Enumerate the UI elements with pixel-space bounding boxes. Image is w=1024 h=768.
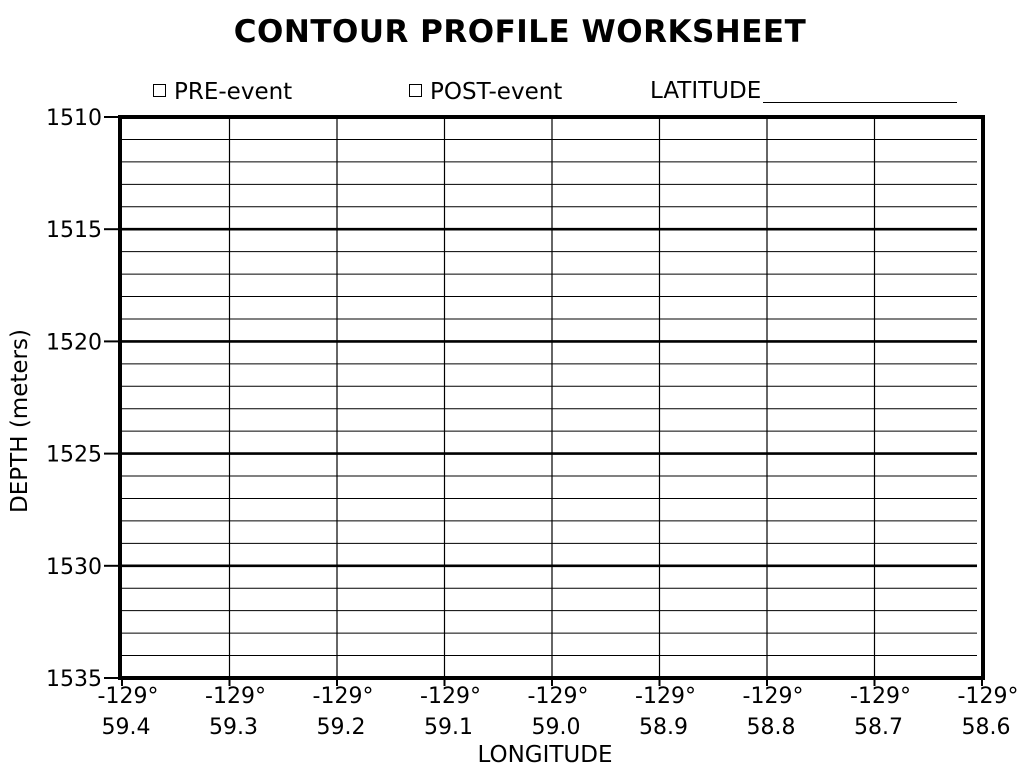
x-tick-label-degrees: -129° xyxy=(850,684,911,709)
x-tick-label-minutes: 58.6 xyxy=(961,715,1011,740)
x-tick-label-degrees: -129° xyxy=(312,684,374,709)
latitude-label: LATITUDE xyxy=(650,78,762,104)
x-tick-label-minutes: 58.7 xyxy=(854,715,903,740)
y-tick-label: 1535 xyxy=(46,667,102,692)
x-axis-title: LONGITUDE xyxy=(477,742,613,768)
x-tick-label-degrees: -129° xyxy=(205,684,266,709)
y-tick-label: 1525 xyxy=(46,442,102,468)
x-tick-label-minutes: 59.4 xyxy=(101,715,151,740)
x-tick-label-degrees: -129° xyxy=(635,684,696,709)
x-tick-label-degrees: -129° xyxy=(957,684,1019,709)
x-tick-label-degrees: -129° xyxy=(742,684,804,709)
y-axis-ticks xyxy=(46,106,120,692)
y-tick-label: 1515 xyxy=(46,218,102,244)
y-tick-label: 1530 xyxy=(46,554,102,580)
x-tick-label-degrees: -129° xyxy=(420,684,481,709)
vertical-grid xyxy=(230,117,875,678)
x-tick-label-minutes: 58.8 xyxy=(746,715,796,740)
x-tick-label-minutes: 59.0 xyxy=(531,715,581,740)
y-tick-label: 1520 xyxy=(46,330,102,356)
worksheet-title: CONTOUR PROFILE WORKSHEET xyxy=(233,14,807,50)
x-tick-label-degrees: -129° xyxy=(527,684,589,709)
minor-grid xyxy=(120,139,977,655)
y-tick-label: 1510 xyxy=(46,106,102,131)
x-tick-label-degrees: -129° xyxy=(97,684,159,709)
major-grid xyxy=(120,229,977,566)
x-tick-label-minutes: 59.2 xyxy=(316,715,366,740)
post-event-label: POST-event xyxy=(430,79,563,105)
x-tick-label-minutes: 58.9 xyxy=(639,715,688,740)
pre-event-label: PRE-event xyxy=(174,79,293,105)
y-axis-title: DEPTH (meters) xyxy=(7,329,33,513)
x-axis-ticks xyxy=(98,678,1019,740)
x-tick-label-minutes: 59.3 xyxy=(209,715,258,740)
x-tick-label-minutes: 59.1 xyxy=(424,715,473,740)
